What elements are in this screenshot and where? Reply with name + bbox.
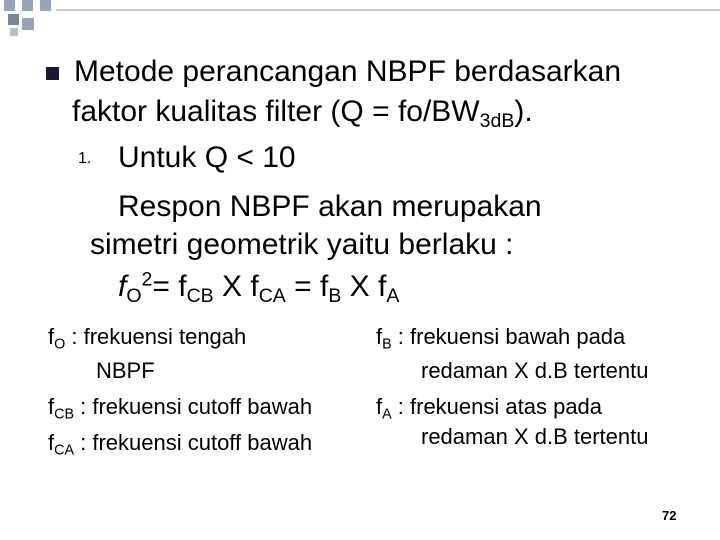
formula xyxy=(118,268,400,307)
def-fo-text: : frekuensi tengah xyxy=(65,324,247,349)
bullet-marker xyxy=(46,67,59,80)
def-fcb-sub: CB xyxy=(54,406,74,423)
decor-square xyxy=(22,0,33,11)
def-fb-cont: redaman X d.B tertentu xyxy=(421,358,649,383)
def-fcb-text: : frekuensi cutoff bawah xyxy=(74,394,313,419)
formula-x2: X f xyxy=(341,270,387,303)
decor-square xyxy=(10,28,18,36)
formula-eq1: = f xyxy=(152,270,187,303)
decor-square xyxy=(8,14,19,25)
def-fca-sub: CA xyxy=(54,442,74,459)
def-fb-f: f xyxy=(376,324,383,349)
formula-sup-2: 2 xyxy=(141,268,153,291)
formula-sub-ca: CA xyxy=(258,284,286,307)
decor-square xyxy=(22,18,34,30)
corner-decoration xyxy=(0,0,720,40)
formula-sub-a: A xyxy=(386,284,400,307)
def-fa-cont: redaman X d.B tertentu xyxy=(421,424,649,449)
def-fb xyxy=(376,324,626,353)
def-fo-sub: O xyxy=(54,336,66,353)
page-number: 72 xyxy=(662,508,677,523)
formula-sub-o: O xyxy=(126,284,142,307)
formula-f: f xyxy=(118,270,127,303)
item-text: Untuk Q < 10 xyxy=(118,141,296,174)
def-fca-text: : frekuensi cutoff bawah xyxy=(74,430,313,455)
def-fca-f: f xyxy=(48,430,55,455)
def-fcb xyxy=(48,394,313,423)
formula-sub-b: B xyxy=(328,284,342,307)
formula-x1: X f xyxy=(213,270,259,303)
formula-eq2: = f xyxy=(285,270,329,303)
def-fa-text: : frekuensi atas pada xyxy=(391,394,603,419)
decor-square xyxy=(40,0,51,11)
def-fo-cont: NBPF xyxy=(96,358,155,383)
def-fa-f: f xyxy=(376,394,383,419)
respon-line-2: simetri geometrik yaitu berlaku : xyxy=(90,228,514,261)
bullet-line-1: Metode perancangan NBPF berdasarkan xyxy=(74,55,622,88)
def-fa xyxy=(376,394,603,423)
def-fo xyxy=(48,324,247,353)
bullet-line-2-text: faktor kualitas filter (Q = fo/BW xyxy=(72,95,480,128)
decor-strip xyxy=(56,9,720,11)
item-number: 1. xyxy=(78,150,92,167)
respon-line-1: Respon NBPF akan merupakan xyxy=(118,190,542,223)
def-fcb-f: f xyxy=(48,394,55,419)
def-fb-text: : frekuensi bawah pada xyxy=(391,324,626,349)
def-fb-sub: B xyxy=(382,336,392,353)
bullet-line-2-end: ). xyxy=(514,95,533,128)
def-fa-sub: A xyxy=(382,406,392,423)
decor-square xyxy=(4,0,15,11)
formula-sub-cb: CB xyxy=(186,284,214,307)
def-fca xyxy=(48,430,313,459)
bullet-line-2-sub: 3dB xyxy=(479,109,515,132)
def-fo-f: f xyxy=(48,324,55,349)
bullet-line-2 xyxy=(72,95,533,132)
